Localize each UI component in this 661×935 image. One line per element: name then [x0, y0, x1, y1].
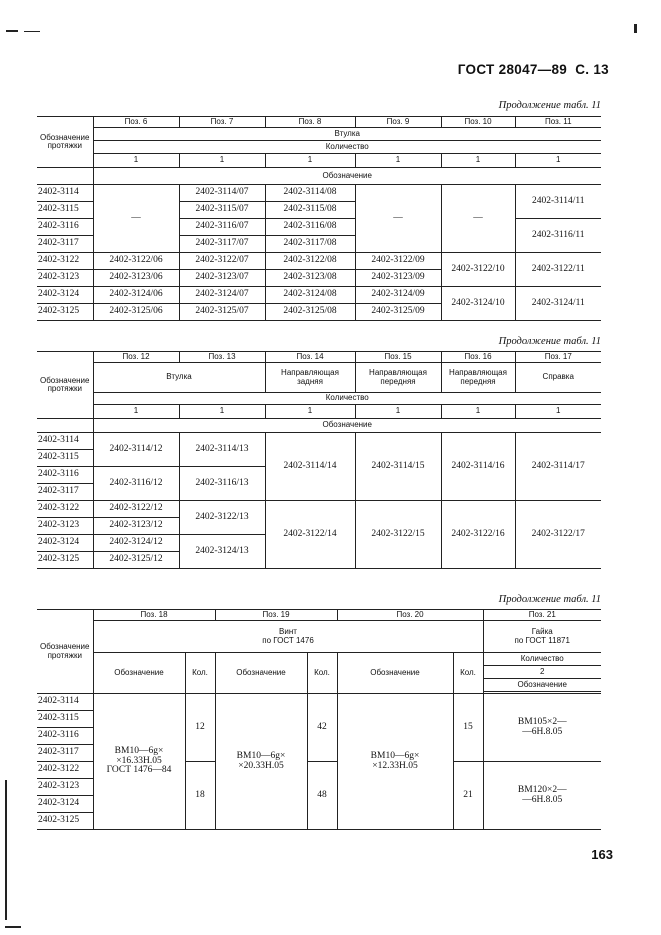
- designation-header: Обозначение протяжки: [37, 117, 93, 168]
- value-cell: 2402-3123/06: [93, 270, 179, 287]
- designation-subheader: Обозначение: [93, 168, 601, 185]
- scan-binding-foot: [5, 926, 21, 928]
- value-line: ВМ10—6g×: [370, 750, 420, 761]
- value-cell: 2402-3124/09: [355, 287, 441, 304]
- value-cell: 2402-3124/08: [265, 287, 355, 304]
- value-cell: 2402-3122/12: [93, 501, 179, 518]
- row-name: 2402-3123: [37, 518, 93, 535]
- value-cell: 2402-3117/07: [179, 236, 265, 253]
- pos-header: Поз. 8: [265, 117, 355, 128]
- nut-label: Гайка: [531, 627, 553, 637]
- row-name: 2402-3115: [37, 450, 93, 467]
- pos-header: Поз. 14: [265, 352, 355, 363]
- pos-header: Поз. 7: [179, 117, 265, 128]
- value-cell: 2402-3116/11: [515, 219, 601, 253]
- value-line: —6Н.8.05: [522, 726, 563, 737]
- value-cell: 2402-3125/06: [93, 304, 179, 321]
- qty-value: 15: [453, 694, 483, 762]
- pos-header: Поз. 13: [179, 352, 265, 363]
- value-cell: 2402-3114/16: [441, 433, 515, 501]
- scan-mark-left: [6, 30, 18, 32]
- value-cell: 2402-3115/07: [179, 202, 265, 219]
- pos-header: Поз. 12: [93, 352, 179, 363]
- value-line: ×12.33Н.05: [372, 760, 418, 771]
- scan-mark-right: [634, 24, 637, 33]
- row-name: 2402-3117: [37, 484, 93, 501]
- row-name: 2402-3125: [37, 813, 93, 830]
- value-cell: 2402-3125/07: [179, 304, 265, 321]
- row-name: 2402-3123: [37, 779, 93, 796]
- value-cell: 2402-3117/08: [265, 236, 355, 253]
- scan-mark-left-dash: [24, 31, 40, 32]
- row-name: 2402-3114: [37, 433, 93, 450]
- row-name: 2402-3117: [37, 236, 93, 253]
- value-line: ВМ105×2—: [517, 716, 567, 727]
- table-pos-18-21: [37, 609, 601, 830]
- qty-cell: 1: [265, 154, 355, 168]
- value-line: ×16.33Н.05: [116, 755, 162, 766]
- qty-value: 42: [307, 694, 337, 762]
- value-cell: 2402-3123/12: [93, 518, 179, 535]
- row-name: 2402-3125: [37, 552, 93, 569]
- value-cell: 2402-3116/13: [179, 467, 265, 501]
- qty-value: 12: [185, 694, 215, 762]
- table-pos-12-17: [37, 351, 601, 569]
- part-name-nut: [483, 621, 601, 653]
- row-name: 2402-3122: [37, 253, 93, 270]
- row-name: 2402-3125: [37, 304, 93, 321]
- quantity-header: Количество: [93, 141, 601, 154]
- part-name-screw: [93, 621, 483, 653]
- value-cell: [483, 762, 601, 830]
- value-cell: 2402-3122/09: [355, 253, 441, 270]
- qty-value: 18: [185, 762, 215, 830]
- value-cell: 2402-3124/13: [179, 535, 265, 569]
- value-cell: 2402-3125/08: [265, 304, 355, 321]
- designation-subheader: Обозначение: [215, 653, 307, 694]
- value-cell: 2402-3114/08: [265, 185, 355, 202]
- value-cell: 2402-3116/08: [265, 219, 355, 236]
- part-name: Направляющая передняя: [441, 363, 515, 393]
- pos-header: Поз. 9: [355, 117, 441, 128]
- row-name: 2402-3122: [37, 501, 93, 518]
- value-cell: 2402-3122/10: [441, 253, 515, 287]
- value-cell: 2402-3122/07: [179, 253, 265, 270]
- value-cell: 2402-3124/06: [93, 287, 179, 304]
- designation-subheader: Обозначение: [337, 653, 453, 694]
- value-line: ВМ10—6g×: [114, 745, 164, 756]
- designation-subheader: Обозначение: [483, 679, 601, 692]
- qty-cell: 1: [265, 405, 355, 419]
- value-cell: 2402-3114/15: [355, 433, 441, 501]
- qty-subheader: Кол.: [307, 653, 337, 694]
- dash-cell: —: [441, 185, 515, 253]
- value-line: ВМ10—6g×: [236, 750, 286, 761]
- value-cell: 2402-3123/08: [265, 270, 355, 287]
- screw-standard: по ГОСТ 1476: [262, 635, 314, 645]
- quantity-header: Количество: [483, 653, 601, 666]
- value-cell: [93, 694, 185, 830]
- value-cell: 2402-3114/12: [93, 433, 179, 467]
- page-header: [458, 62, 609, 77]
- qty-cell: 1: [355, 405, 441, 419]
- value-cell: 2402-3125/09: [355, 304, 441, 321]
- qty-cell: 1: [93, 154, 179, 168]
- pos-header: Поз. 17: [515, 352, 601, 363]
- value-line: ×20.33Н.05: [238, 760, 284, 771]
- qty-cell: 1: [515, 154, 601, 168]
- qty-value: 48: [307, 762, 337, 830]
- qty-subheader: Кол.: [453, 653, 483, 694]
- row-name: 2402-3124: [37, 287, 93, 304]
- qty-cell: 1: [441, 405, 515, 419]
- row-name: 2402-3115: [37, 202, 93, 219]
- row-name: 2402-3116: [37, 219, 93, 236]
- pos-header: Поз. 10: [441, 117, 515, 128]
- qty-cell: 1: [515, 405, 601, 419]
- quantity-header: Количество: [93, 393, 601, 405]
- value-cell: 2402-3124/10: [441, 287, 515, 321]
- value-cell: 2402-3124/07: [179, 287, 265, 304]
- designation-header: Обозначение протяжки: [37, 352, 93, 419]
- value-cell: [337, 694, 453, 830]
- value-line: ВМ120×2—: [517, 784, 567, 795]
- value-cell: 2402-3122/16: [441, 501, 515, 569]
- part-name: Направляющая передняя: [355, 363, 441, 393]
- row-name: 2402-3117: [37, 745, 93, 762]
- value-cell: 2402-3122/08: [265, 253, 355, 270]
- row-name: 2402-3114: [37, 185, 93, 202]
- value-cell: 2402-3122/13: [179, 501, 265, 535]
- value-cell: 2402-3124/12: [93, 535, 179, 552]
- part-name: Справка: [515, 363, 601, 393]
- row-name: 2402-3116: [37, 467, 93, 484]
- pos-header: Поз. 19: [215, 610, 337, 621]
- page-ref: С. 13: [575, 62, 609, 77]
- qty-subheader: Кол.: [185, 653, 215, 694]
- scan-binding-line: [5, 780, 7, 920]
- value-cell: 2402-3125/12: [93, 552, 179, 569]
- row-name: 2402-3123: [37, 270, 93, 287]
- dash-cell: —: [93, 185, 179, 253]
- value-cell: 2402-3116/12: [93, 467, 179, 501]
- row-name: 2402-3122: [37, 762, 93, 779]
- row-name: 2402-3124: [37, 535, 93, 552]
- value-cell: 2402-3122/17: [515, 501, 601, 569]
- pos-header: Поз. 16: [441, 352, 515, 363]
- pos-header: Поз. 11: [515, 117, 601, 128]
- part-name: Втулка: [93, 363, 265, 393]
- pos-header: Поз. 18: [93, 610, 215, 621]
- value-cell: 2402-3114/11: [515, 185, 601, 219]
- screw-label: Винт: [279, 627, 297, 637]
- continuation-label-2: Продолжение табл. 11: [498, 336, 601, 347]
- nut-standard: по ГОСТ 11871: [514, 635, 570, 645]
- part-name: Направляющая задняя: [265, 363, 355, 393]
- dash-cell: —: [355, 185, 441, 253]
- qty-cell: 2: [483, 666, 601, 679]
- part-name: Втулка: [93, 128, 601, 141]
- value-cell: 2402-3115/08: [265, 202, 355, 219]
- continuation-label-3: Продолжение табл. 11: [498, 594, 601, 605]
- row-name: 2402-3115: [37, 711, 93, 728]
- value-cell: 2402-3114/17: [515, 433, 601, 501]
- pos-header: Поз. 21: [483, 610, 601, 621]
- continuation-label-1: Продолжение табл. 11: [498, 100, 601, 111]
- value-cell: 2402-3114/14: [265, 433, 355, 501]
- pos-header: Поз. 6: [93, 117, 179, 128]
- qty-cell: 1: [355, 154, 441, 168]
- value-cell: [215, 694, 307, 830]
- qty-cell: 1: [179, 405, 265, 419]
- value-line: —6Н.8.05: [522, 794, 563, 805]
- row-name: 2402-3114: [37, 694, 93, 711]
- qty-cell: 1: [179, 154, 265, 168]
- designation-header: Обозначение протяжки: [37, 610, 93, 694]
- value-cell: 2402-3116/07: [179, 219, 265, 236]
- qty-value: 21: [453, 762, 483, 830]
- value-cell: 2402-3122/14: [265, 501, 355, 569]
- value-cell: 2402-3123/09: [355, 270, 441, 287]
- pos-header: Поз. 20: [337, 610, 483, 621]
- value-cell: 2402-3122/06: [93, 253, 179, 270]
- value-cell: 2402-3114/07: [179, 185, 265, 202]
- table-pos-6-11: [37, 116, 601, 321]
- standard-code: ГОСТ 28047—89: [457, 62, 568, 77]
- value-cell: 2402-3123/07: [179, 270, 265, 287]
- page-number: 163: [591, 847, 613, 862]
- row-name: 2402-3124: [37, 796, 93, 813]
- value-cell: 2402-3122/11: [515, 253, 601, 287]
- value-cell: 2402-3124/11: [515, 287, 601, 321]
- qty-cell: 1: [93, 405, 179, 419]
- qty-cell: 1: [441, 154, 515, 168]
- designation-subheader: Обозначение: [93, 653, 185, 694]
- row-name: 2402-3116: [37, 728, 93, 745]
- value-line: ГОСТ 1476—84: [106, 765, 172, 776]
- value-cell: 2402-3114/13: [179, 433, 265, 467]
- value-cell: [483, 694, 601, 762]
- designation-subheader: Обозначение: [93, 419, 601, 433]
- pos-header: Поз. 15: [355, 352, 441, 363]
- value-cell: 2402-3122/15: [355, 501, 441, 569]
